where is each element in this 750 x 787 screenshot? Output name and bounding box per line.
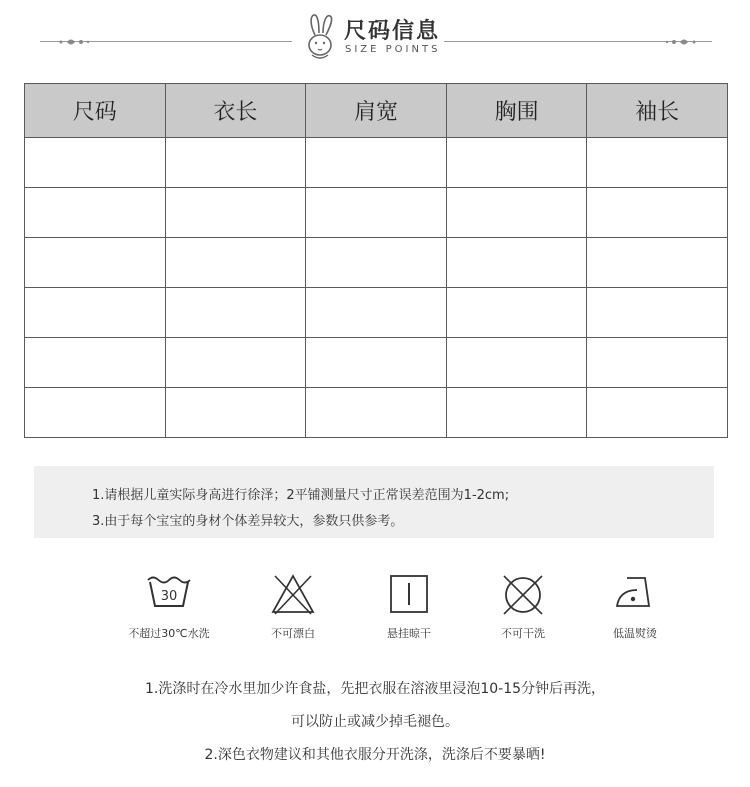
size-notes-box <box>34 466 714 538</box>
table-cell <box>587 188 728 238</box>
care-item-hang-dry <box>354 572 464 642</box>
table-cell <box>446 338 587 388</box>
table-cell <box>165 338 306 388</box>
table-cell <box>306 138 447 188</box>
care-item-no-bleach <box>238 572 348 642</box>
size-note: 1.请根据儿童实际身高进行徐泽；2平铺测量尺寸正常误差范围为1-2cm; <box>92 488 510 503</box>
care-label-low-iron: 低温熨烫 <box>613 627 657 640</box>
table-cell <box>446 388 587 438</box>
care-label-no-bleach: 不可漂白 <box>271 627 315 640</box>
section-header <box>0 0 750 70</box>
col-header-size: 尺码 <box>25 84 166 138</box>
table-cell <box>25 138 166 188</box>
hang-dry-icon <box>387 572 431 616</box>
table-cell <box>25 338 166 388</box>
table-cell <box>446 288 587 338</box>
table-cell <box>446 138 587 188</box>
table-row <box>25 338 728 388</box>
wash-instruction: 2.深色衣物建议和其他衣服分开洗涤，洗涤后不要暴晒! <box>204 747 546 763</box>
table-cell <box>587 288 728 338</box>
page-title: 尺码信息 <box>344 19 441 44</box>
table-cell <box>25 288 166 338</box>
table-cell <box>25 238 166 288</box>
table-cell <box>587 238 728 288</box>
table-cell <box>165 188 306 238</box>
care-item-wash <box>114 572 224 642</box>
col-header-shoulder: 肩宽 <box>306 84 447 138</box>
care-item-no-dry-clean <box>468 572 578 642</box>
table-cell <box>165 138 306 188</box>
table-cell <box>446 188 587 238</box>
table-cell <box>165 388 306 438</box>
table-cell <box>446 238 587 288</box>
col-header-length: 衣长 <box>165 84 306 138</box>
page-subtitle: SIZE POINTS <box>345 44 441 55</box>
care-label-hang-dry: 悬挂晾干 <box>387 627 431 640</box>
table-cell <box>587 388 728 438</box>
table-cell <box>25 188 166 238</box>
table-row <box>25 238 728 288</box>
table-cell <box>25 388 166 438</box>
wash-instruction: 1.洗涤时在冷水里加少许食盐，先把衣服在溶液里浸泡10-15分钟后再洗， <box>144 681 606 697</box>
table-cell <box>306 238 447 288</box>
wash-temperature: 30 <box>160 589 178 604</box>
wash-instruction: 可以防止或减少掉毛褪色。 <box>291 714 459 730</box>
table-cell <box>306 288 447 338</box>
col-header-chest: 胸围 <box>446 84 587 138</box>
no-dry-clean-icon <box>499 572 547 618</box>
no-bleach-icon <box>269 572 317 616</box>
table-row <box>25 138 728 188</box>
ornament-right-icon <box>660 34 700 50</box>
table-cell <box>306 188 447 238</box>
table-cell <box>306 388 447 438</box>
rabbit-logo-icon <box>302 13 338 61</box>
col-header-sleeve: 袖长 <box>587 84 728 138</box>
table-row <box>25 388 728 438</box>
size-table <box>24 83 728 438</box>
table-row <box>25 188 728 238</box>
table-cell <box>587 138 728 188</box>
size-note: 3.由于每个宝宝的身材个体差异较大，参数只供参考。 <box>92 514 404 529</box>
wash-30-icon <box>146 572 192 610</box>
care-label-wash: 不超过30℃水洗 <box>128 627 210 640</box>
low-iron-icon <box>611 572 659 612</box>
table-cell <box>165 238 306 288</box>
care-item-low-iron <box>580 572 690 642</box>
table-header-row <box>25 84 728 138</box>
table-cell <box>587 338 728 388</box>
ornament-left-icon <box>55 34 95 50</box>
table-row <box>25 288 728 338</box>
care-label-no-dry-clean: 不可干洗 <box>501 627 545 640</box>
table-cell <box>165 288 306 338</box>
table-cell <box>306 338 447 388</box>
